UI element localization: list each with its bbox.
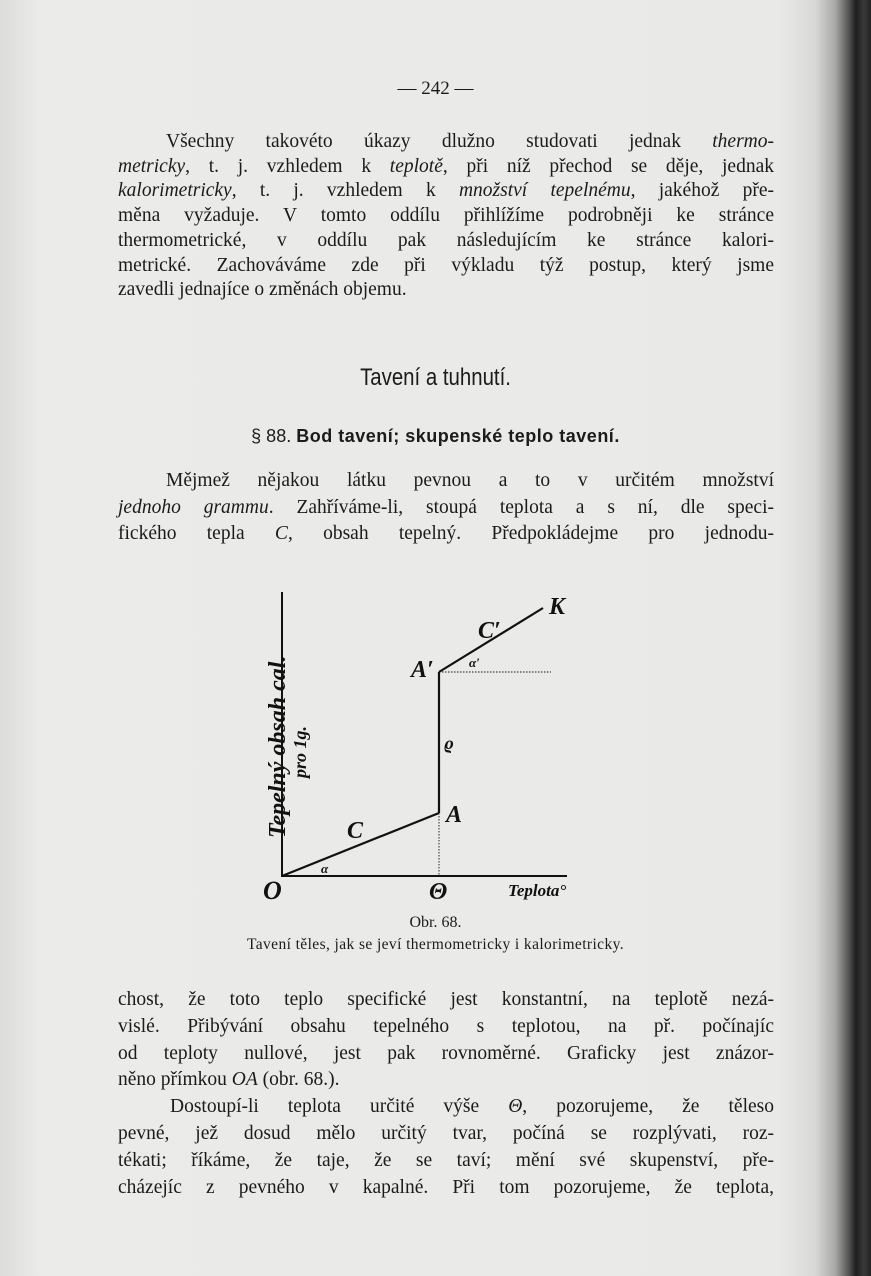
text-line: tékati; říkáme, že taje, že se taví; mění své skupenství, pře- (118, 1149, 774, 1171)
emphasis: C (274, 523, 288, 544)
text-line: cházejíc z pevného v kapalné. Při tom pozorujeme, že teplota, (118, 1176, 774, 1198)
label-A: A (446, 802, 463, 828)
page-number: — 242 — (397, 78, 474, 99)
y-axis-sublabel: pro 1g. (290, 725, 310, 778)
section-number: § 88. (251, 426, 292, 446)
text-line: Dostoupí-li teplota určité výše Θ, pozorujeme, že těleso (170, 1096, 774, 1118)
label-rho: ϱ (444, 733, 454, 753)
y-axis-label: Tepelný obsah cal. (265, 655, 291, 838)
text-line: Mějmež nějakou látku pevnou a to v určitém množství (166, 470, 774, 491)
emphasis: Θ (508, 1096, 523, 1118)
text-line: zavedli jednajíce o změnách objemu. (118, 279, 407, 301)
text-line: chost, že toto teplo specifické jest konstantní, na teplotě nezá- (118, 989, 774, 1010)
emphasis: kalorimetricky (118, 180, 232, 202)
text-line: od teploty nullové, jest pak rovnoměrné. Graficky jest znázor- (118, 1042, 774, 1064)
text-line: fického tepla C, obsah tepelný. Předpokládejme pro jednodu- (118, 523, 774, 544)
section-heading: Tavení a tuhnutí. (360, 364, 511, 391)
text-line: pevné, jež dosud mělo určitý tvar, počíná se rozplývati, roz- (118, 1123, 774, 1144)
text-line: metricky, t. j. vzhledem k teplotě, při níž přechod se děje, jednak (118, 155, 774, 177)
label-A-prime: A′ (411, 657, 434, 683)
origin-label: O (263, 876, 282, 905)
figure-caption: Tavení těles, jak se jeví thermometricky i kalorimetricky. (246, 936, 625, 953)
emphasis: jednoho grammu (118, 496, 269, 518)
label-alpha-prime: α′ (469, 655, 480, 670)
text-line: Všechny takovéto úkazy dlužno studovati jednak thermo- (166, 131, 774, 152)
text-line: něno přímkou OA (obr. 68.). (118, 1069, 340, 1091)
text-line: kalorimetricky, t. j. vzhledem k množství tepelnému, jakéhož pře- (118, 180, 775, 202)
emphasis: thermo- (712, 131, 774, 152)
text-line: vislé. Přibývání obsahu tepelného s teplotou, na př. počínajíc (118, 1015, 774, 1037)
label-C: C (347, 818, 364, 844)
text-line: thermometrické, v oddílu pak následujícím ke stránce kalori- (118, 229, 774, 251)
figure-number: Obr. 68. (409, 914, 462, 931)
text-line: metrické. Zachováváme zde při výkladu týž postup, který jsme (118, 254, 774, 276)
emphasis: teplotě (389, 155, 443, 177)
emphasis: OA (231, 1069, 258, 1091)
section-title: Bod tavení; skupenské teplo tavení. (296, 426, 620, 446)
x-axis-label: Teplota° (508, 881, 567, 900)
label-K: K (549, 594, 566, 620)
label-C-prime: C′ (478, 618, 501, 644)
text-line: jednoho grammu. Zahříváme-li, stoupá teplota a s ní, dle speci- (118, 496, 774, 518)
text-line: měna vyžaduje. V tomto oddílu přihlížíme podrobněji ke stránce (118, 205, 774, 227)
emphasis: množství tepelnému (458, 180, 631, 202)
emphasis: metricky (118, 155, 186, 177)
theta-label: Θ (429, 879, 448, 905)
label-alpha: α (321, 861, 329, 876)
